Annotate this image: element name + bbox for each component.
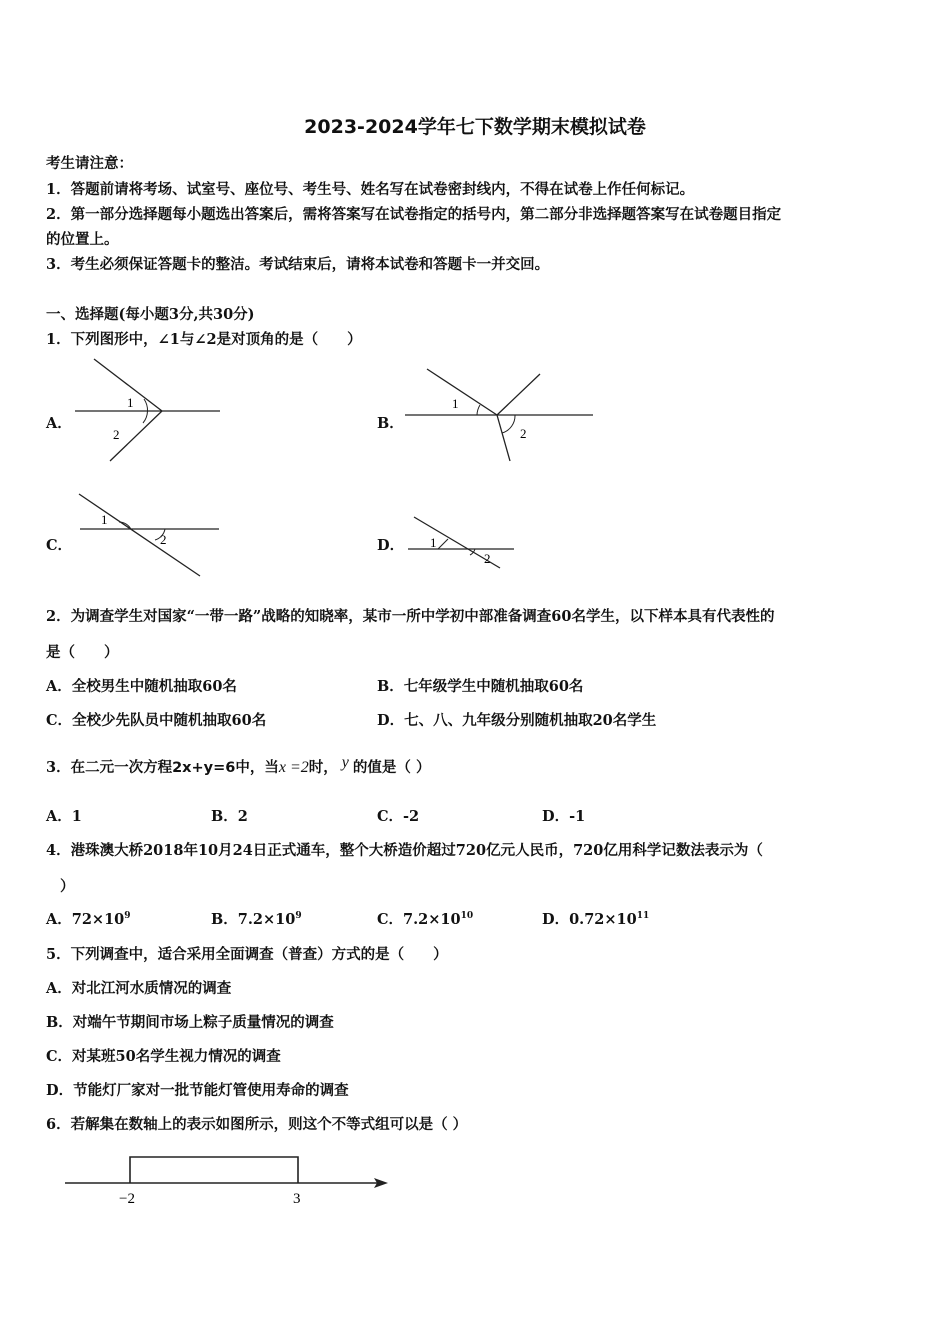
q4-option-a-base: A．72×10	[46, 911, 125, 928]
q3-stem-part: 时，	[308, 759, 338, 776]
notice-item: 的位置上。	[46, 231, 119, 248]
q4-option-c-base: C．7.2×10	[377, 911, 461, 928]
number-line-figure	[60, 1150, 400, 1210]
question-2-stem-cont: 是（ ）	[46, 644, 119, 661]
q4-option-a-exponent: 9	[124, 911, 131, 922]
q1-option-c-label: C．	[46, 537, 73, 554]
q3-condition: x =2	[278, 759, 309, 776]
q1-figure-c	[75, 490, 225, 580]
q4-option-b-base: B．7.2×10	[211, 911, 296, 928]
q2-option-b: B．七年级学生中随机抽取60名	[377, 678, 584, 695]
angle-label-2: 2	[520, 426, 527, 441]
angle-label-2: 2	[484, 551, 491, 566]
notice-item: 1．答题前请将考场、试室号、座位号、考生号、姓名写在试卷密封线内，不得在试卷上作任何标记。	[46, 181, 695, 198]
question-1-stem: 1．下列图形中，∠1与∠2是对顶角的是（ ）	[46, 331, 362, 348]
q4-option-c	[377, 908, 473, 929]
q3-option-b: B．2	[211, 808, 248, 825]
question-4-stem: 4．港珠澳大桥2018年10月24日正式通车，整个大桥造价超过720亿元人民币，720亿用科学记数法表示为（	[46, 842, 763, 859]
q3-stem-part: 3．在二元一次方程	[46, 759, 173, 776]
q4-option-b-exponent: 9	[295, 911, 302, 922]
q3-stem-part: 中，当	[235, 759, 279, 776]
q1-option-d-label: D．	[377, 537, 405, 554]
q2-option-d: D．七、八、九年级分别随机抽取20名学生	[377, 712, 657, 729]
q3-equation: 2x+y=6	[172, 760, 236, 776]
q5-option-d: D．节能灯厂家对一批节能灯管使用寿命的调查	[46, 1082, 349, 1099]
q4-option-b	[211, 908, 302, 929]
angle-label-1: 1	[430, 535, 437, 550]
q1-option-a-label: A．	[46, 415, 72, 432]
q1-figure-a	[70, 355, 230, 465]
q3-stem-part: 的值是（ ）	[352, 759, 431, 776]
section-heading: 一、选择题(每小题3分,共30分)	[46, 306, 255, 323]
notice-item: 3．考生必须保证答题卡的整洁。考试结束后，请将本试卷和答题卡一并交回。	[46, 256, 550, 273]
angle-label-1: 1	[101, 512, 108, 527]
q4-option-d-exponent: 11	[636, 911, 650, 922]
question-5-stem: 5．下列调查中，适合采用全面调查（普查）方式的是（ ）	[46, 946, 448, 963]
q3-option-c: C．-2	[377, 808, 420, 825]
q5-option-a: A．对北江河水质情况的调查	[46, 980, 232, 997]
angle-label-1: 1	[452, 396, 459, 411]
axis-label-neg2: −2	[119, 1191, 135, 1207]
question-3-stem	[46, 756, 430, 777]
q2-option-a: A．全校男生中随机抽取60名	[46, 678, 237, 695]
q3-option-d: D．-1	[542, 808, 586, 825]
question-4-stem-cont: ）	[60, 878, 75, 895]
q4-option-a	[46, 908, 131, 929]
q5-option-c: C．对某班50名学生视力情况的调查	[46, 1048, 281, 1065]
q3-option-a: A．1	[46, 808, 82, 825]
axis-label-3: 3	[293, 1191, 301, 1207]
notice-item: 2．第一部分选择题每小题选出答案后，需将答案写在试卷指定的括号内，第二部分非选择题答案写在试卷题目指定	[46, 206, 782, 223]
angle-label-2: 2	[160, 532, 167, 547]
notice-heading: 考生请注意：	[46, 155, 133, 172]
question-6-stem: 6．若解集在数轴上的表示如图所示，则这个不等式组可以是（ ）	[46, 1116, 468, 1133]
page-title: 2023-2024学年七下数学期末模拟试卷	[304, 116, 646, 138]
angle-label-1: 1	[127, 395, 134, 410]
q1-figure-b	[400, 365, 600, 465]
q3-variable: y	[341, 754, 349, 771]
q1-option-b-label: B．	[377, 415, 404, 432]
question-2-stem: 2．为调查学生对国家“一带一路”战略的知晓率，某市一所中学初中部准备调查60名学生，以下样本具有代表性的	[46, 608, 775, 625]
q4-option-d	[542, 908, 649, 929]
q4-option-d-base: D．0.72×10	[542, 911, 637, 928]
q5-option-b: B．对端午节期间市场上粽子质量情况的调查	[46, 1014, 334, 1031]
q2-option-c: C．全校少先队员中随机抽取60名	[46, 712, 267, 729]
q4-option-c-exponent: 10	[460, 911, 474, 922]
angle-label-2: 2	[113, 427, 120, 442]
q1-figure-d	[400, 512, 520, 572]
